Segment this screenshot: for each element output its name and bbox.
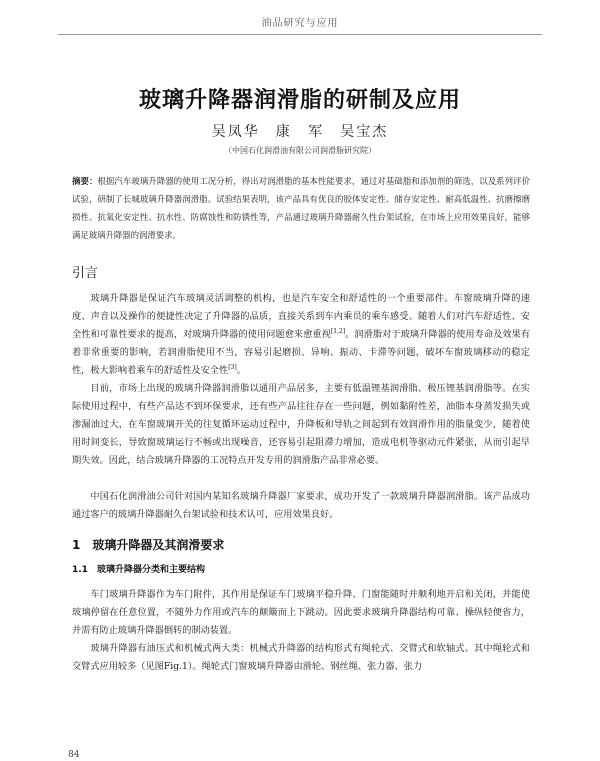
intro-paragraph-2: 目前，市场上出现的玻璃升降器润滑脂以通用产品居多，主要有低温锂基润滑脂、极压锂基润滑脂等。在实际使用过程中，有些产品达不到环保要求，还有些产品往往存在一些问题，例如黏附性差，油脂本身蒸发损失或渗漏油过大，在车窗玻璃开关的往复循环运动过程中，升降板和导轨之间起到有效润滑作用的脂量变少，随着使用时间变长，导致窗玻璃运行不畅或出现噪音，还容易引起阻滞力增加，造成电机等驱动元件紧张，从而引起早期失效。因此，结合玻璃升降器的工况特点开发专用的润滑脂产品非常必要。 <box>72 383 530 466</box>
intro-p1-end: 。 <box>236 365 246 376</box>
abstract-label: 摘要： <box>72 176 98 186</box>
article-authors: 吴凤华 康 军 吴宝杰 <box>211 124 389 140</box>
section-1-1-heading: 1.1 玻璃升降器分类和主要结构 <box>72 565 205 575</box>
intro-p1-tail: 。润滑脂对于玻璃升降器的使用寿命及效果有着非常重要的影响，若润滑脂使用不当，容易引起磨损、异响、振动、卡滞等问题，破坏车窗玻璃移动的稳定性，极大影响着乘车的舒适性及安全性 <box>72 329 531 376</box>
intro-paragraph-1 <box>72 290 530 380</box>
running-header: 油品研究与应用 <box>261 18 339 29</box>
intro-p1-text: 玻璃升降器是保证汽车玻璃灵活调整的机构，也是汽车安全和舒适性的一个重要部件。车窗玻璃升降的速度、声音以及操作的便捷性决定了升降器的品质，直接关系到车内乘员的乘车感受。随着人们对汽车舒适性、安全性和可靠性要求的提高，对玻璃升降器的使用问题愈来愈重视 <box>72 293 530 340</box>
section-1-heading: 1 玻璃升降器及其润滑要求 <box>72 538 225 552</box>
header-rule <box>58 34 542 35</box>
section-1-paragraph-1: 车门玻璃升降器作为车门附件，其作用是保证车门玻璃平稳升降、门窗能随时并顺利地开启和关闭，并能使玻璃停留在任意位置，不随外力作用或汽车的颠簸而上下跳动。因此要求玻璃升降器结构可靠、操纵轻便省力，并需有防止玻璃升降器倒转的制动装置。 <box>72 589 530 636</box>
page-number: 84 <box>68 750 80 760</box>
article-affiliation: （中国石化润滑油有限公司润滑脂研究院） <box>224 146 376 155</box>
article-title: 玻璃升降器润滑脂的研制及应用 <box>138 88 461 113</box>
section-1-paragraph-2: 玻璃升降器有油压式和机械式两大类：机械式升降器的结构形式有绳轮式、交臂式和软轴式。其中绳轮式和交臂式应用较多（见图Fig.1）。绳轮式门窗玻璃升降器由滑轮、钢丝绳、张力器、张力 <box>72 643 530 672</box>
intro-heading: 引言 <box>72 266 99 281</box>
intro-paragraph-3: 中国石化润滑油公司针对国内某知名玻璃升降器厂家要求，成功开发了一款玻璃升降器润滑脂。该产品成功通过客户的玻璃升降器耐久台架试验和技术认可，应用效果良好。 <box>72 491 530 520</box>
citation-ref: [1,2] <box>330 327 346 335</box>
abstract <box>72 172 530 244</box>
citation-ref: [3] <box>228 363 237 371</box>
abstract-text: 根据汽车玻璃升降器的使用工况分析，得出对润滑脂的基本性能要求，通过对基础脂和添加剂的筛选，以及系列评价试验，研制了长城玻璃升降器润滑脂。试验结果表明，该产品具有优良的胶体安定性、储存安定性、耐高低温性、抗磨擦磨损性、抗氧化安定性、抗水性、防腐蚀性和防锈性等，产品通过玻璃升降器耐久性台架试验，在市场上应用效果良好，能够满足玻璃升降器的润滑要求。 <box>72 176 530 240</box>
